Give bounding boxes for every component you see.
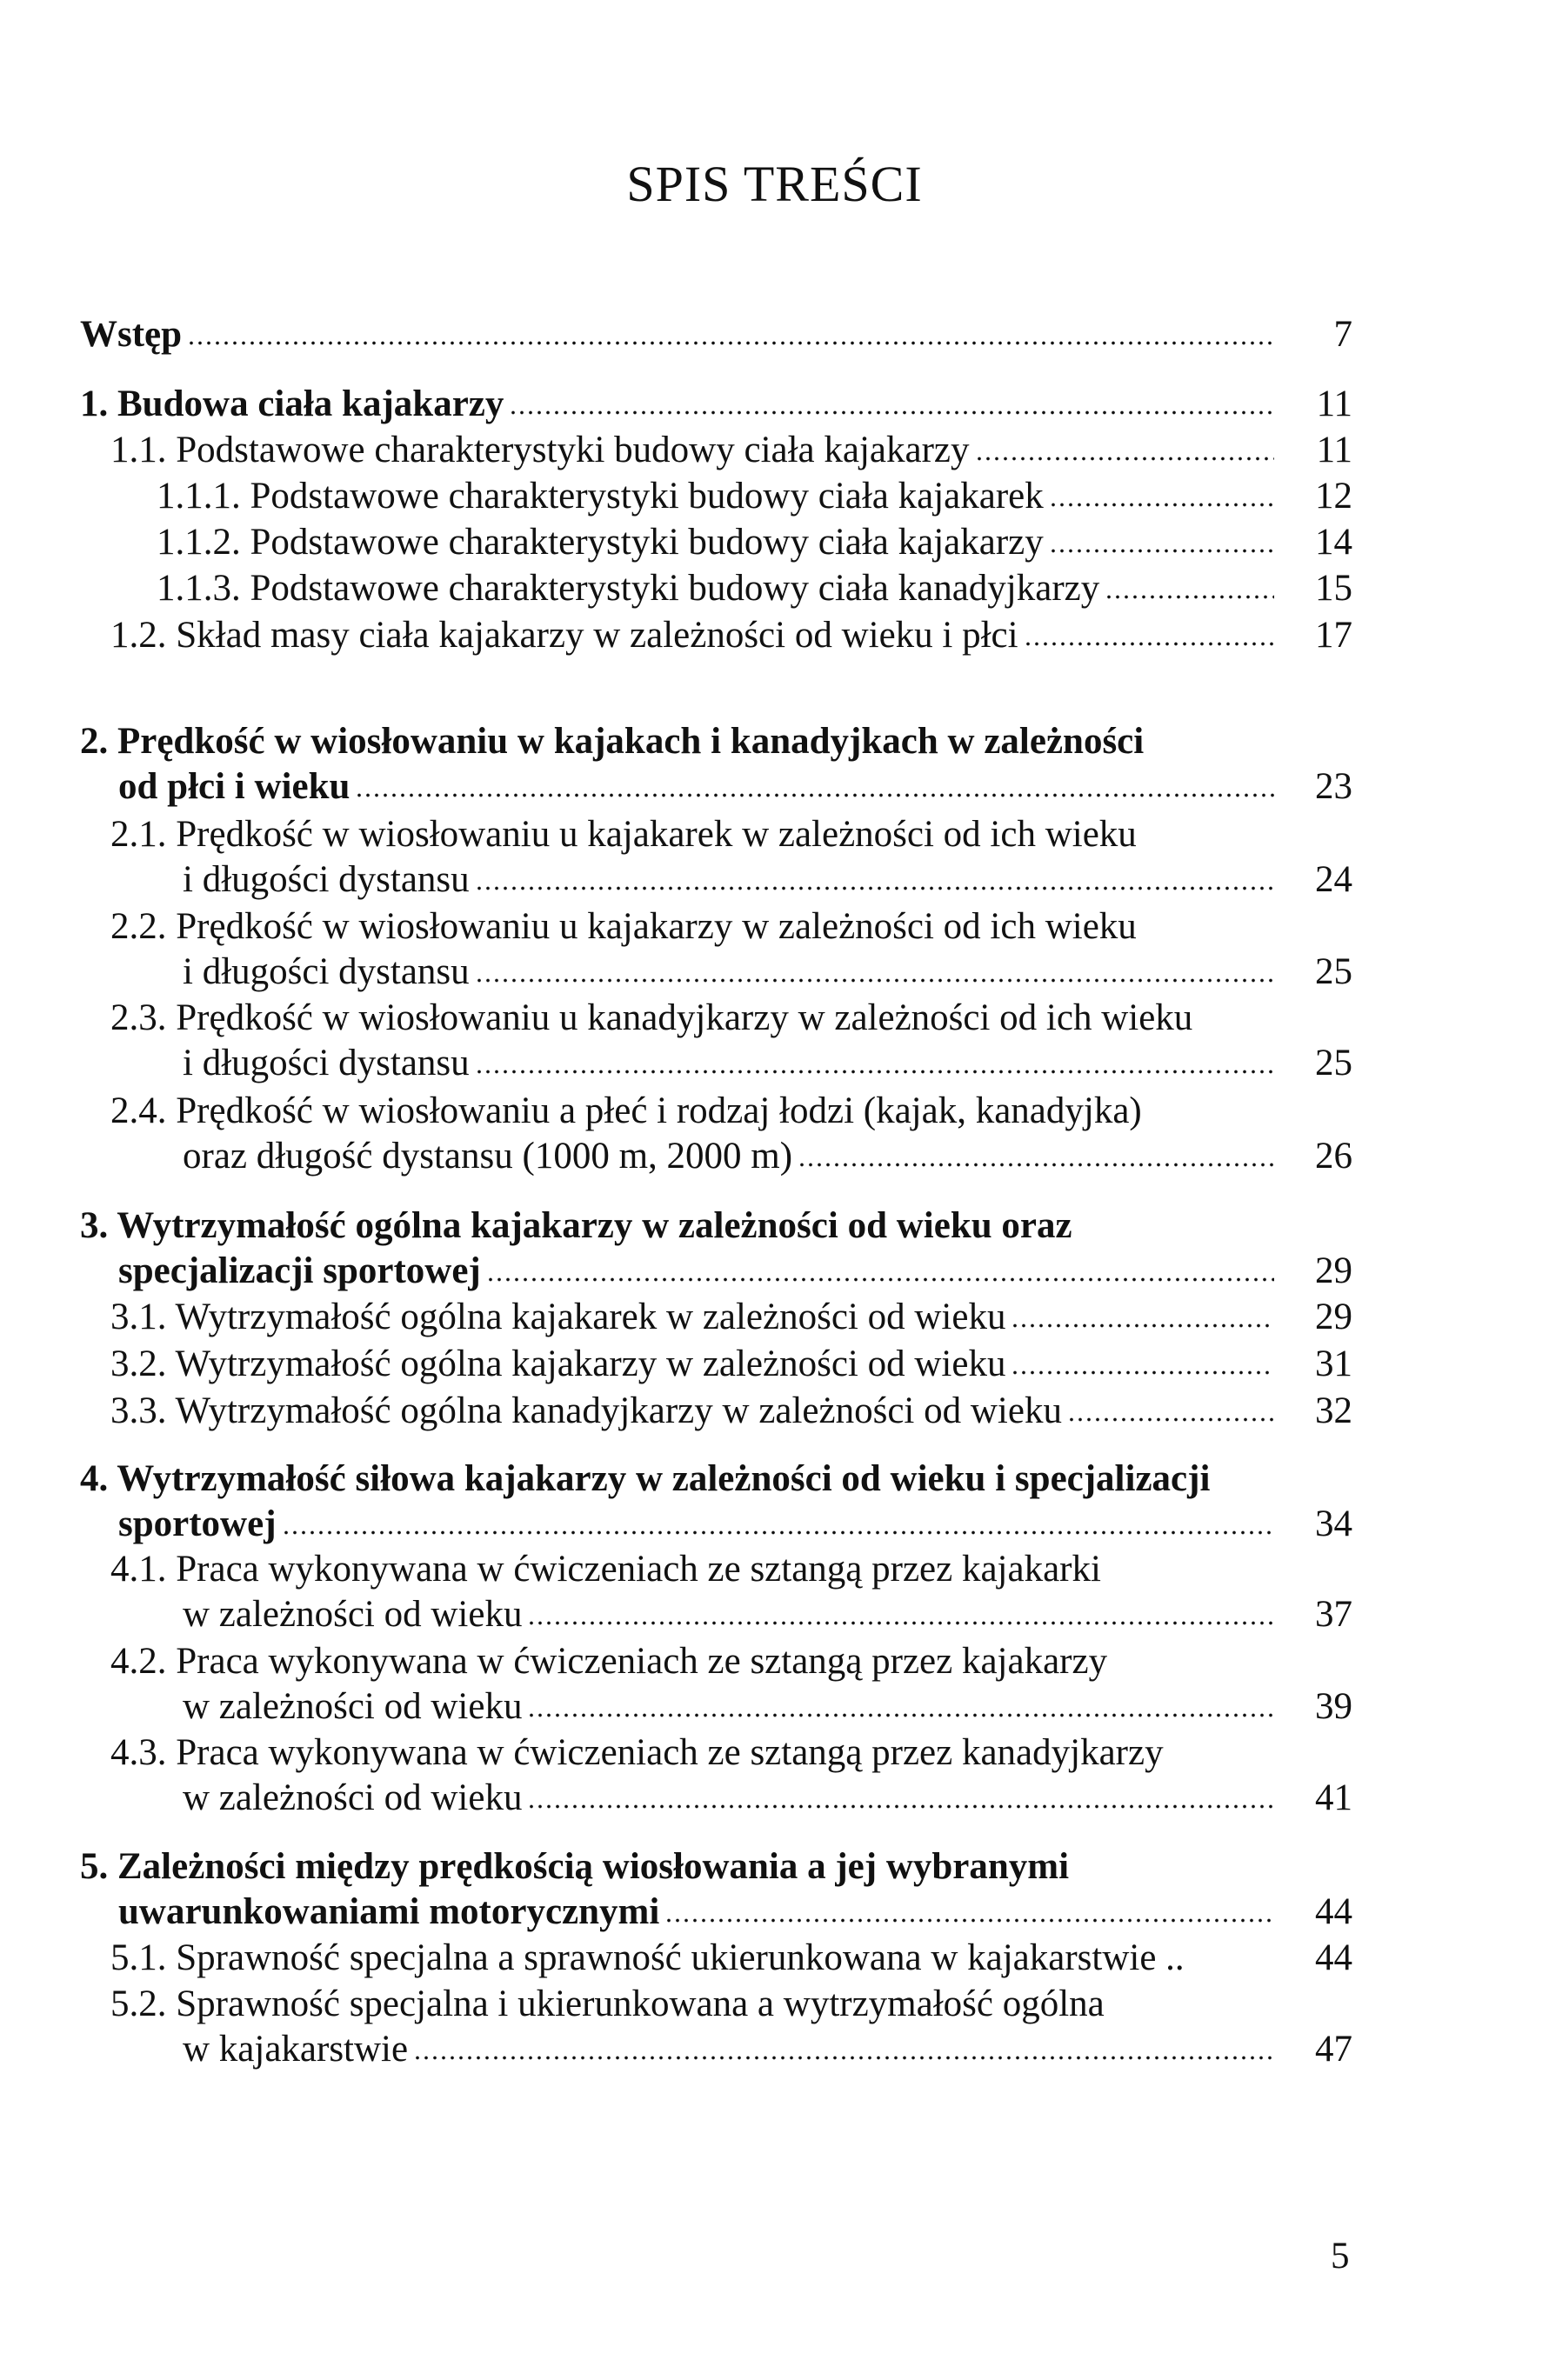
toc-entry-title: 3.3. Wytrzymałość ogólna kanadyjkarzy w zależności od wieku [110,1390,1062,1431]
toc-page-number: 32 [1315,1390,1352,1431]
toc-page-number: 34 [1315,1503,1352,1544]
toc-entry-title: 5.2. Sprawność specjalna i ukierunkowana a wytrzymałość ogólna [110,1983,1105,2024]
toc-entry[interactable] [0,383,1352,428]
toc-entry-title: sportowej [118,1503,277,1544]
toc-entry-title: w zależności od wieku [183,1777,523,1818]
dot-leader [475,859,1274,891]
toc-entry-title: 2.2. Prędkość w wiosłowaniu u kajakarzy w zależności od ich wieku [110,906,1137,947]
toc-page-number: 39 [1315,1686,1352,1727]
toc-entry[interactable] [0,1390,1352,1435]
toc-entry-title: 2.1. Prędkość w wiosłowaniu u kajakarek w zależności od ich wieku [110,814,1137,855]
page-number: 5 [1331,2236,1350,2277]
dot-leader [527,1777,1274,1810]
toc-entry-title: 4.2. Praca wykonywana w ćwiczeniach ze sztangą przez kajakarzy [110,1641,1108,1682]
toc-entry[interactable] [0,1731,1352,1822]
toc-entry-title: 3. Wytrzymałość ogólna kajakarzy w zależności od wieku oraz [80,1205,1072,1246]
toc-page-number: 15 [1315,568,1352,609]
dot-leader [1011,1343,1274,1376]
toc-entry-title: 5. Zależności między prędkością wiosłowania a jej wybranymi [80,1846,1070,1887]
toc-page-number: 25 [1315,1043,1352,1083]
dot-leader [475,951,1274,983]
toc-entry[interactable] [0,1296,1352,1341]
toc-page-number: 23 [1315,766,1352,807]
dot-leader [282,1503,1274,1536]
toc-page-number: 44 [1315,1891,1352,1932]
toc-entry-title: 1.1.3. Podstawowe charakterystyki budowy ciała kanadyjkarzy [157,568,1100,609]
toc-entry-title: Wstęp [80,314,183,355]
toc-entry[interactable] [0,1090,1352,1180]
dot-leader [413,2029,1274,2061]
toc-page-number: 41 [1315,1777,1352,1818]
toc-entry[interactable] [0,567,1352,612]
dot-leader [664,1891,1274,1923]
toc-page-number: 47 [1315,2029,1352,2070]
dot-leader [475,1043,1274,1075]
toc-entry[interactable] [0,313,1352,358]
toc-entry-title: 1. Budowa ciała kajakarzy [80,383,504,424]
dot-leader [1049,476,1274,508]
toc-page-number: 37 [1315,1594,1352,1635]
toc-entry[interactable] [0,521,1352,566]
toc-entry-title: i długości dystansu [183,951,470,992]
toc-entry-title: 4. Wytrzymałość siłowa kajakarzy w zależności od wieku i specjalizacji [80,1458,1211,1499]
dot-leader [187,314,1274,346]
toc-entry-title: i długości dystansu [183,1043,470,1083]
toc-entry-title: oraz długość dystansu (1000 m, 2000 m) [183,1136,793,1177]
dot-leader [975,430,1275,462]
toc-page-number: 11 [1316,383,1352,424]
dot-leader [509,383,1274,416]
toc-entry-title: 2. Prędkość w wiosłowaniu w kajakach i kanadyjkach w zależności [80,721,1145,762]
toc-entry-title: 2.4. Prędkość w wiosłowaniu a płeć i rodzaj łodzi (kajak, kanadyjka) [110,1090,1142,1131]
toc-page-number: 29 [1315,1297,1352,1337]
toc-page-number: 25 [1315,951,1352,992]
toc-entry[interactable] [0,720,1352,810]
dot-leader [1190,1937,1274,1970]
toc-page-number: 7 [1333,314,1352,355]
toc-page-number: 24 [1315,859,1352,900]
toc-entry[interactable] [0,997,1352,1087]
toc-entry[interactable] [0,475,1352,520]
toc-entry[interactable] [0,614,1352,659]
toc-entry[interactable] [0,1343,1352,1388]
toc-page-number: 17 [1315,615,1352,656]
toc-page-number: 29 [1315,1250,1352,1291]
toc-page-number: 14 [1315,522,1352,563]
toc-entry-title: 2.3. Prędkość w wiosłowaniu u kanadyjkarzy w zależności od ich wieku [110,997,1193,1038]
toc-entry-title: 4.1. Praca wykonywana w ćwiczeniach ze sztangą przez kajakarki [110,1549,1101,1590]
toc-entry[interactable] [0,813,1352,903]
dot-leader [486,1250,1274,1283]
toc-page-number: 44 [1315,1937,1352,1978]
toc-entry-title: 3.1. Wytrzymałość ogólna kajakarek w zależności od wieku [110,1297,1006,1337]
dot-leader [1011,1297,1274,1329]
toc-entry-title: 5.1. Sprawność specjalna a sprawność ukierunkowana w kajakarstwie .. [110,1937,1185,1978]
toc-entry[interactable] [0,1983,1352,2073]
toc-entry[interactable] [0,1457,1352,1548]
toc-entry-title: 1.1.2. Podstawowe charakterystyki budowy ciała kajakarzy [157,522,1044,563]
dot-leader [1049,522,1274,554]
dot-leader [1067,1390,1274,1423]
toc-entry[interactable] [0,429,1352,474]
dot-leader [527,1594,1274,1626]
toc-entry[interactable] [0,1640,1352,1730]
toc-entry-title: 1.2. Skład masy ciała kajakarzy w zależności od wieku i płci [110,615,1018,656]
toc-entry[interactable] [0,1204,1352,1295]
toc-entry[interactable] [0,1937,1352,1982]
toc-entry-title: od płci i wieku [118,766,351,807]
toc-entry-title: w kajakarstwie [183,2029,409,2070]
dot-leader [1024,615,1274,647]
toc-entry-title: w zależności od wieku [183,1594,523,1635]
toc-entry[interactable] [0,905,1352,996]
toc-page-number: 11 [1316,430,1352,470]
toc-entry[interactable] [0,1845,1352,1936]
toc-entry-title: 1.1.1. Podstawowe charakterystyki budowy ciała kajakarek [157,476,1044,517]
toc-entry-title: 1.1. Podstawowe charakterystyki budowy ciała kajakarzy [110,430,970,470]
dot-leader [527,1686,1274,1718]
page-title: SPIS TREŚCI [626,156,923,212]
toc-entry[interactable] [0,1548,1352,1638]
toc-entry-title: 4.3. Praca wykonywana w ćwiczeniach ze sztangą przez kanadyjkarzy [110,1732,1164,1773]
toc-page-number: 26 [1315,1136,1352,1177]
toc-entry-title: w zależności od wieku [183,1686,523,1727]
toc-entry-title: 3.2. Wytrzymałość ogólna kajakarzy w zależności od wieku [110,1343,1006,1384]
toc-page-number: 31 [1315,1343,1352,1384]
dot-leader [355,766,1274,798]
dot-leader [798,1136,1274,1168]
toc-entry-title: specjalizacji sportowej [118,1250,481,1291]
toc-entry-title: uwarunkowaniami motorycznymi [118,1891,660,1932]
toc-entry-title: i długości dystansu [183,859,470,900]
dot-leader [1105,568,1274,600]
toc-page-number: 12 [1315,476,1352,517]
